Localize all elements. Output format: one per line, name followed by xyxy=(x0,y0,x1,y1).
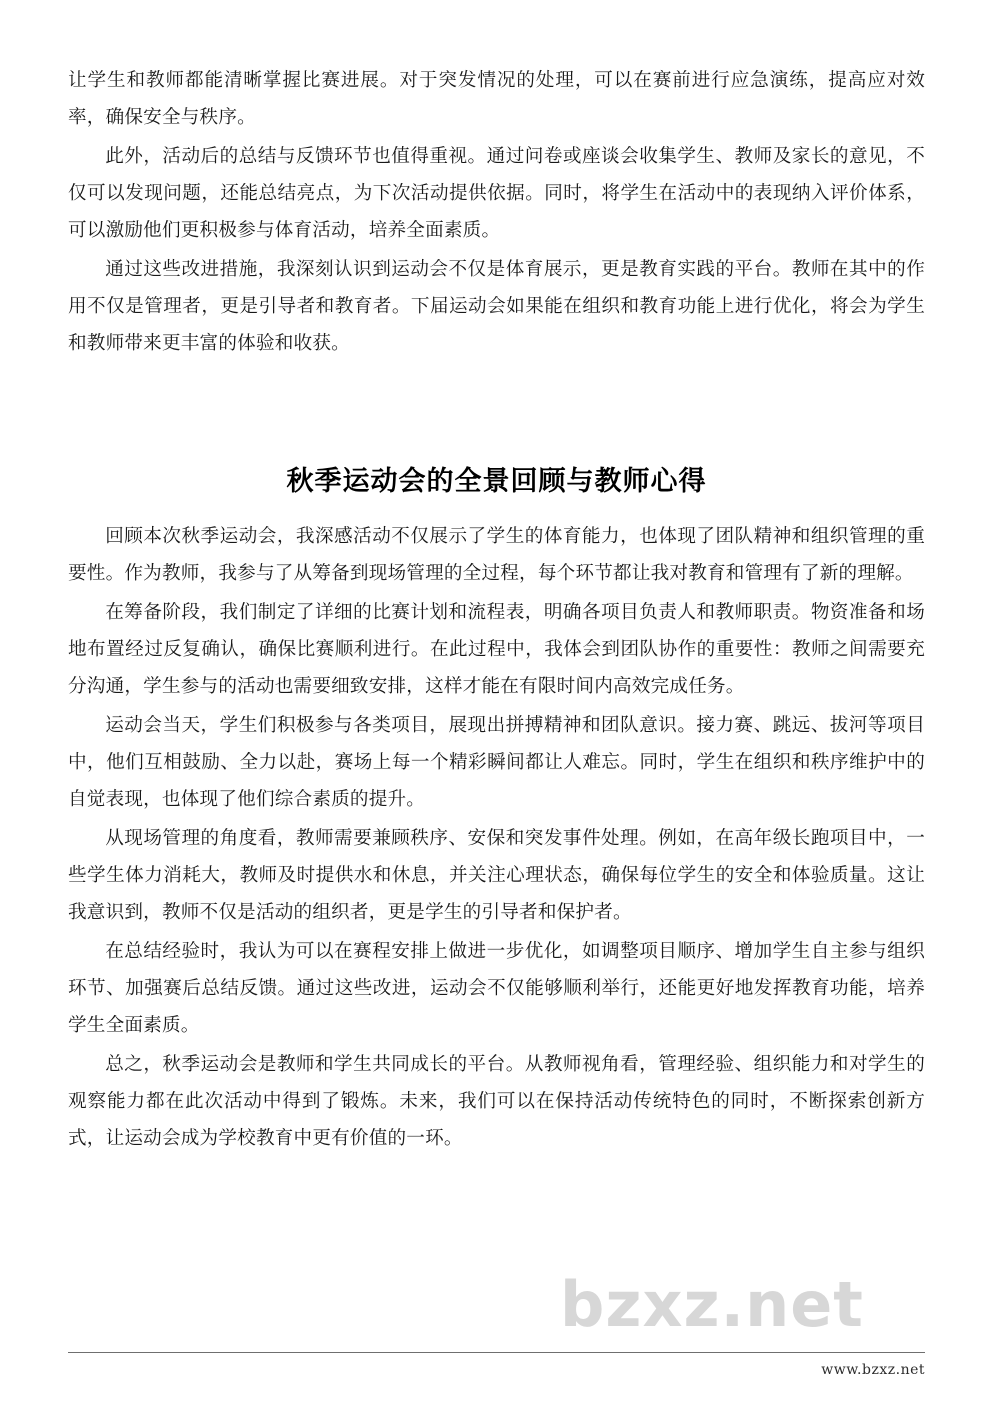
paragraph: 在总结经验时，我认为可以在赛程安排上做进一步优化，如调整项目顺序、增加学生自主参与组织环节、加强赛后总结反馈。通过这些改进，运动会不仅能够顺利举行，还能更好地发挥教育功能，培养学生全面素质。 xyxy=(68,941,925,1036)
section-gap xyxy=(68,364,925,460)
paragraph: 此外，活动后的总结与反馈环节也值得重视。通过问卷或座谈会收集学生、教师及家长的意见，不仅可以发现问题，还能总结亮点，为下次活动提供依据。同时，将学生在活动中的表现纳入评价体系，可以激励他们更积极参与体育活动，培养全面素质。 xyxy=(68,146,925,241)
paragraph: 通过这些改进措施，我深刻认识到运动会不仅是体育展示，更是教育实践的平台。教师在其中的作用不仅是管理者，更是引导者和教育者。下届运动会如果能在组织和教育功能上进行优化，将会为学生和教师带来更丰富的体验和收获。 xyxy=(68,259,925,354)
paragraph: 让学生和教师都能清晰掌握比赛进展。对于突发情况的处理，可以在赛前进行应急演练，提高应对效率，确保安全与秩序。 xyxy=(68,70,925,128)
watermark-text: bzxz.net xyxy=(560,1268,864,1341)
paragraph: 运动会当天，学生们积极参与各类项目，展现出拼搏精神和团队意识。接力赛、跳远、拔河等项目中，他们互相鼓励、全力以赴，赛场上每一个精彩瞬间都让人难忘。同时，学生在组织和秩序维护中的自觉表现，也体现了他们综合素质的提升。 xyxy=(68,715,925,810)
footer-url: www.bzxz.net xyxy=(821,1362,925,1378)
top-section xyxy=(68,62,925,362)
article-title: 秋季运动会的全景回顾与教师心得 xyxy=(286,466,707,497)
paragraph: 回顾本次秋季运动会，我深感活动不仅展示了学生的体育能力，也体现了团队精神和组织管理的重要性。作为教师，我参与了从筹备到现场管理的全过程，每个环节都让我对教育和管理有了新的理解。 xyxy=(68,526,925,584)
document-body xyxy=(68,62,925,1157)
paragraph: 从现场管理的角度看，教师需要兼顾秩序、安保和突发事件处理。例如，在高年级长跑项目中，一些学生体力消耗大，教师及时提供水和休息，并关注心理状态，确保每位学生的安全和体验质量。这让我意识到，教师不仅是活动的组织者，更是学生的引导者和保护者。 xyxy=(68,828,925,923)
article-section xyxy=(68,518,925,1157)
paragraph: 总之，秋季运动会是教师和学生共同成长的平台。从教师视角看，管理经验、组织能力和对学生的观察能力都在此次活动中得到了锻炼。未来，我们可以在保持活动传统特色的同时，不断探索创新方式，让运动会成为学校教育中更有价值的一环。 xyxy=(68,1054,925,1149)
page-footer xyxy=(68,1352,925,1378)
paragraph: 在筹备阶段，我们制定了详细的比赛计划和流程表，明确各项目负责人和教师职责。物资准备和场地布置经过反复确认，确保比赛顺利进行。在此过程中，我体会到团队协作的重要性：教师之间需要充分沟通，学生参与的活动也需要细致安排，这样才能在有限时间内高效完成任务。 xyxy=(68,602,925,697)
footer-divider xyxy=(68,1352,925,1353)
